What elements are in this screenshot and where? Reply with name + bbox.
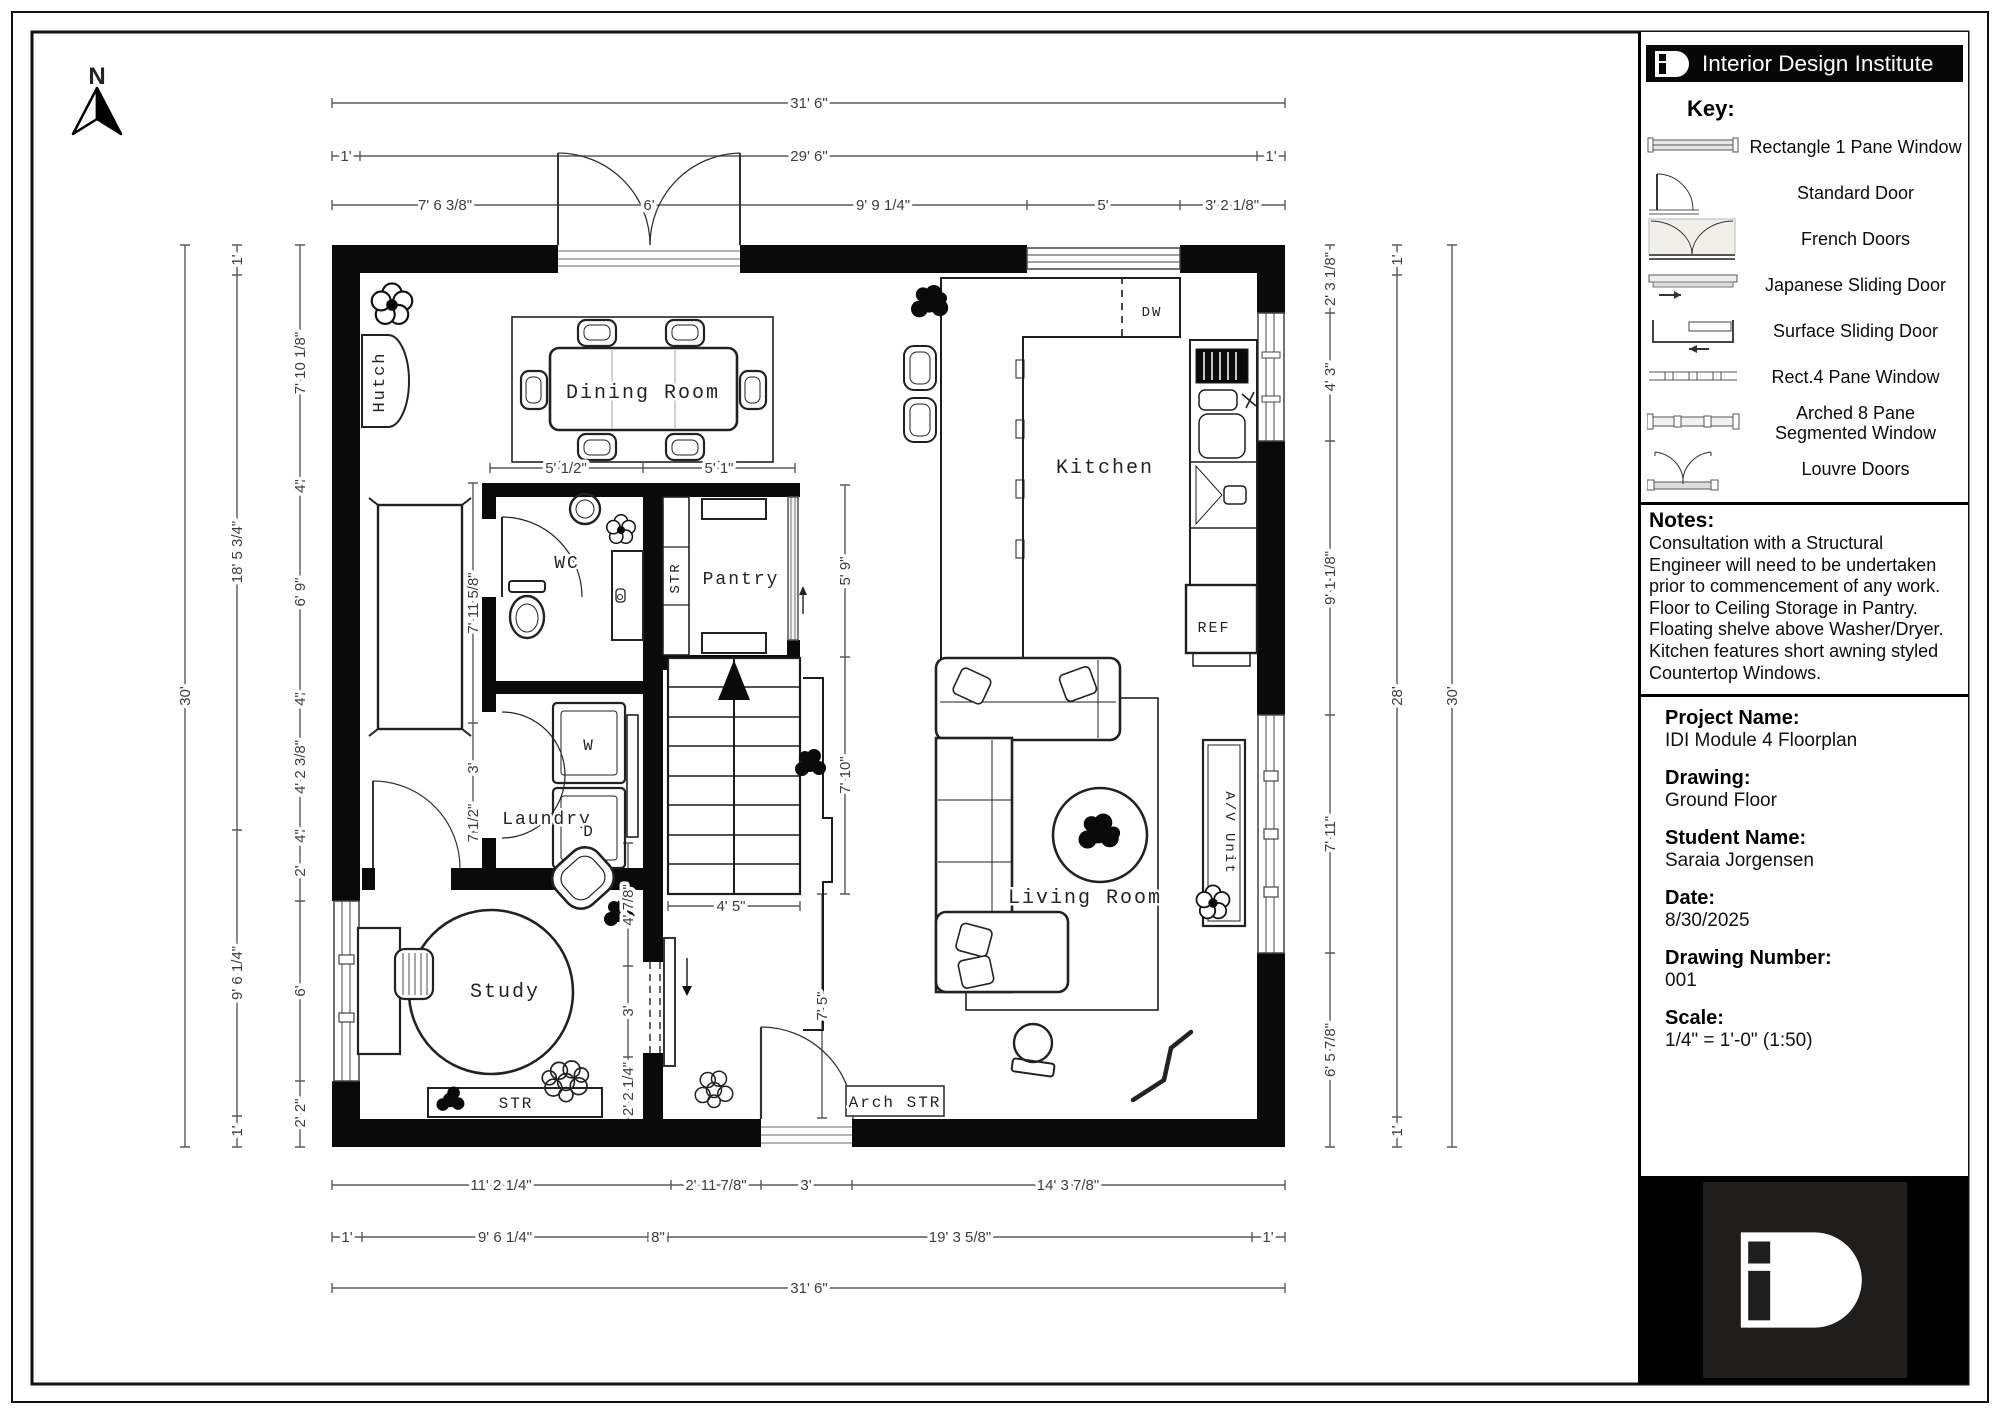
faucet-mark: [1242, 392, 1256, 408]
key-title: Key:: [1687, 96, 1735, 121]
dimension-label: 30': [1444, 686, 1461, 706]
dimension-label: 4' 2 3/8": [292, 739, 309, 795]
dimension-label: 1': [341, 1229, 353, 1246]
window-right-kitchen-awning: [1258, 313, 1284, 441]
dimension-label: 1': [1389, 1125, 1406, 1137]
dimension-label: 14' 3 7/8": [1036, 1177, 1100, 1194]
dimension-label: 7' 10 1/8": [292, 331, 309, 395]
room-label: Laundry: [502, 810, 592, 830]
dimension-label: 9' 1 1/8": [1322, 550, 1339, 606]
room-label: N: [88, 63, 106, 90]
room-label: WC: [554, 554, 580, 574]
dimension-label: 6': [643, 197, 655, 214]
field-value: Ground Floor: [1665, 790, 1777, 812]
pouf-stool: [1011, 1024, 1054, 1077]
legend-item: [1647, 170, 1962, 216]
project-info: [1641, 697, 1968, 1176]
dimension-label: 5' 1": [704, 460, 734, 477]
field-label: Date:: [1665, 887, 1716, 910]
dimension-label: 2' 2 1/4": [620, 1061, 637, 1117]
pantry-shelf-top: [702, 499, 766, 519]
legend-label: Surface Sliding Door: [1772, 320, 1939, 341]
dimension-label: 11' 2 1/4": [470, 1177, 532, 1194]
dimension-label: 9' 9 1/4": [855, 197, 911, 214]
room-label: Pantry: [702, 570, 780, 590]
dimension-label: 6': [292, 985, 309, 997]
window-1pane-icon: [1647, 124, 1749, 170]
dimension-label: 4' 7/8": [620, 884, 637, 926]
dimension-label: 6' 5 7/8": [1322, 1022, 1339, 1078]
field-value: 8/30/2025: [1665, 910, 1750, 932]
dimension-label: 31' 6": [790, 95, 828, 112]
exterior-walls: [332, 245, 1285, 1147]
dimension-label: 1': [229, 254, 246, 266]
dimension-label: 31' 6": [790, 1280, 828, 1297]
toilet: [509, 581, 545, 638]
room-label: Living Room: [1007, 887, 1163, 910]
dimension-label: 7' 5": [814, 991, 831, 1021]
dimension-label: 3': [800, 1177, 812, 1194]
field-label: Drawing:: [1665, 767, 1751, 790]
dimension-label: 3' 2 1/8": [1204, 197, 1260, 214]
plant-shrub: [695, 1071, 733, 1107]
field-value: Saraia Jorgensen: [1665, 850, 1814, 872]
dimension-label: 29' 6": [790, 148, 828, 165]
legend-label: Arched 8 Pane Segmented Window: [1774, 402, 1937, 443]
japanese-sliding-door-icon: [1647, 262, 1749, 308]
logo-tile: [1703, 1182, 1907, 1378]
field-value: 1/4" = 1'-0" (1:50): [1665, 1030, 1813, 1052]
dimension-label: 6' 9": [292, 577, 309, 607]
plant-flower: [372, 283, 413, 324]
project-field: [1665, 827, 1960, 872]
room-label: STR: [498, 1095, 534, 1113]
notes-body: [1649, 533, 1960, 684]
notes-title: Notes:: [1649, 509, 1715, 532]
dimension-label: 1': [1262, 1229, 1274, 1246]
japanese-sliding-door-pantry: [788, 497, 807, 640]
dimension-label: 30': [177, 686, 194, 706]
room-label: REF: [1197, 620, 1231, 637]
room-label: W: [583, 737, 595, 755]
window-4pane-icon: [1647, 354, 1749, 400]
key-section: [1641, 90, 1968, 505]
dimension-label: 3': [620, 1005, 637, 1017]
dining-chair: [521, 371, 547, 409]
note-line: Consultation with a Structural Engineer will need to be undertaken prior to commencement of any work.: [1649, 533, 1941, 597]
note-line: Floating shelve above Washer/Dryer.: [1649, 619, 1944, 640]
bar-stool: [904, 398, 936, 442]
dimension-label: 7' 11 5/8": [465, 572, 482, 634]
dimension-label: 9' 6 1/4": [229, 945, 246, 1001]
desk: [358, 928, 400, 1054]
legend-label: Rectangle 1 Pane Window: [1749, 136, 1962, 157]
louvre-doors-laundry: [502, 712, 565, 775]
dimension-label: 5': [1097, 197, 1109, 214]
room-label: Arch STR: [848, 1094, 942, 1112]
dimension-label: 3': [465, 762, 482, 774]
legend-item: [1647, 216, 1962, 262]
refrigerator: [1186, 585, 1257, 653]
dimension-label: 7 1/2": [465, 803, 482, 843]
pillow: [957, 955, 994, 989]
note-line: Floor to Ceiling Storage in Pantry.: [1649, 597, 1918, 618]
window-top-kitchen: [1027, 248, 1180, 269]
field-value: IDI Module 4 Floorplan: [1665, 730, 1858, 752]
dining-chair: [666, 434, 704, 460]
wc-sink: [570, 494, 600, 524]
room-label: Dining Room: [565, 382, 721, 405]
legend-item: [1647, 354, 1962, 400]
field-label: Scale:: [1665, 1007, 1724, 1030]
dining-chair: [578, 434, 616, 460]
dimension-label: 1': [1389, 254, 1406, 266]
dimension-label: 19' 3 5/8": [928, 1229, 992, 1246]
field-value: 001: [1665, 970, 1697, 992]
room-label: DW: [1141, 305, 1163, 321]
legend-item: [1647, 446, 1962, 492]
living-room: [936, 658, 1245, 1100]
french-doors-icon: [1647, 216, 1749, 262]
dining-chair: [666, 320, 704, 346]
dimension-label: 7' 10": [837, 756, 854, 794]
dimension-label: 4' 5": [716, 898, 746, 915]
logo-footer: [1641, 1176, 1968, 1384]
dimension-label: 7' 11": [1322, 815, 1339, 853]
legend-item: [1647, 308, 1962, 354]
plant-flower: [607, 515, 636, 544]
dimension-label: 8": [651, 1229, 665, 1246]
floating-shelf: [627, 715, 638, 837]
hall-console: [369, 498, 471, 736]
north-arrow-icon: [73, 88, 121, 134]
legend-item: [1647, 262, 1962, 308]
study-door: [373, 781, 460, 868]
dimension-label: 4": [292, 829, 309, 843]
project-field: [1665, 707, 1960, 752]
room-label: Kitchen: [1055, 457, 1155, 480]
standard-door-icon: [1647, 170, 1749, 216]
dimension-label: 1': [229, 1125, 246, 1137]
dimension-label: 2' 11 7/8": [685, 1177, 747, 1194]
legend-item: [1647, 124, 1962, 170]
dimension-label: 4": [292, 479, 309, 493]
dimension-label: 4' 3": [1322, 362, 1339, 392]
brand-header: [1646, 45, 1963, 82]
dining-chair: [578, 320, 616, 346]
louvre-doors-icon: [1647, 446, 1749, 492]
stair-handrail: [803, 678, 832, 1030]
note-line: Kitchen features short awning styled Countertop Windows.: [1649, 640, 1939, 683]
window-right-living-4pane: [1258, 715, 1284, 953]
title-block: [1638, 32, 1968, 1384]
field-label: Drawing Number:: [1665, 947, 1832, 970]
floor-lamp: [1133, 1032, 1191, 1100]
project-field: [1665, 947, 1960, 992]
window-left-study-segmented: [334, 901, 359, 1081]
room-label: Study: [469, 981, 541, 1004]
legend-label: Louvre Doors: [1801, 458, 1910, 479]
dimension-label: 1': [340, 148, 352, 165]
bar-stool: [904, 346, 936, 390]
legend-label: Standard Door: [1796, 182, 1915, 203]
dimension-label: 9' 6 1/4": [477, 1229, 533, 1246]
project-field: [1665, 767, 1960, 812]
desk-chair: [395, 949, 433, 999]
legend-label: Japanese Sliding Door: [1764, 274, 1947, 295]
laundry-room: [502, 703, 638, 868]
field-label: Project Name:: [1665, 707, 1800, 730]
room-label: STR: [668, 562, 684, 594]
room-label: Hutch: [371, 351, 390, 413]
dimension-label: 2': [292, 865, 309, 877]
brand-name: Interior Design Institute: [1702, 50, 1934, 76]
legend-item: [1647, 400, 1962, 446]
dining-chair: [740, 371, 766, 409]
dimension-label: 7' 6 3/8": [417, 197, 473, 214]
dimension-label: 5' 1/2": [545, 460, 587, 477]
surface-sliding-door-icon: [1647, 308, 1749, 354]
legend-label: Rect.4 Pane Window: [1771, 366, 1940, 387]
dimension-label: 28': [1389, 686, 1406, 706]
dimension-label: 18' 5 3/4": [229, 520, 246, 584]
dimension-label: 1': [1265, 148, 1277, 165]
legend-label: French Doors: [1800, 228, 1911, 249]
kitchen-sink: [1199, 390, 1237, 410]
dimension-label: 2' 3 1/8": [1322, 251, 1339, 307]
brand-logo-icon: [1653, 50, 1693, 78]
cabinet-fold: [1196, 466, 1222, 524]
arched-8pane-window-icon: [1647, 400, 1749, 446]
wc-vanity: [612, 551, 643, 640]
legend-list: [1647, 124, 1962, 492]
room-label: D: [583, 823, 595, 841]
project-field: [1665, 887, 1960, 932]
notes-section: [1641, 505, 1968, 697]
pantry-shelf-bottom: [702, 633, 766, 653]
room-label: A/V Unit: [1221, 791, 1237, 875]
dimension-label: 5' 9": [837, 556, 854, 586]
windows: [334, 248, 1284, 1081]
stairs: [668, 658, 832, 1030]
project-field: [1665, 1007, 1960, 1052]
idi-logo-icon: [1730, 1225, 1880, 1335]
dimension-label: 4": [292, 692, 309, 706]
field-label: Student Name:: [1665, 827, 1807, 850]
dimension-label: 2' 2": [292, 1098, 309, 1128]
entry-door: [761, 1027, 853, 1143]
